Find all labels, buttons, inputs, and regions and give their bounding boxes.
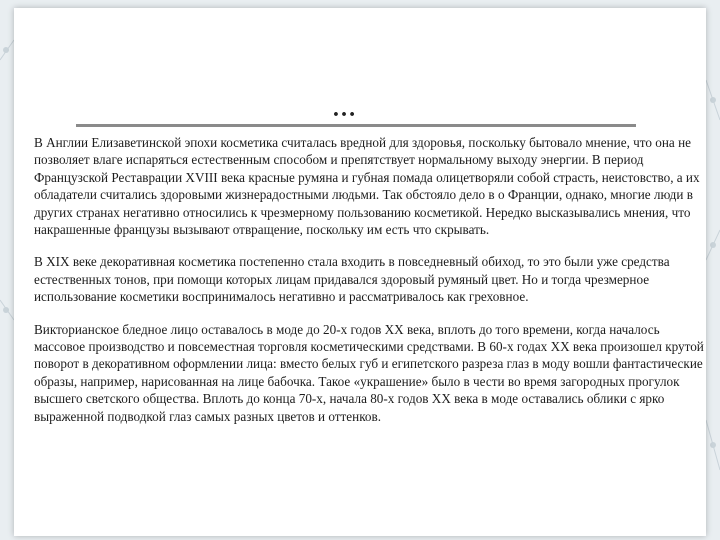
paragraph-3: Викторианское бледное лицо оставалось в моде до 20-х годов XX века, вплоть до того времени, когда началось массовое производство и повсеместная торговля косметическими средствами. В 60-х годах XX века произошел крутой поворот в декоративном оформлении лица: вместо белых губ и египетского разреза глаз в моду вошли фантастические образы, например, нарисованная на лице бабочка. Такое «украшение» было в чести во время загородных прогулок высшего светского общества. Вплоть до конца 70-х, начала 80-х годов XX века в моде оставались облики с ярко выраженной подводкой глаз самых разных цветов и оттенков.	[34, 321, 704, 424]
title-divider	[76, 124, 636, 127]
slide-title: …	[332, 96, 358, 122]
paragraph-1: В Англии Елизаветинской эпохи косметика считалась вредной для здоровья, поскольку бытовало мнение, что она не позволяет влаге испаряться естественным способом и препятствует нормальному выходу энергии. В период Французской Реставрации XVIII века красные румяна и губная помада олицетворяли собой страсть, неистовство, а их обладатели считались здоровыми жизнерадостными людьми. Так обстояло дело в о Франции, однако, многие люди в других странах негативно относились к чрезмерному пользованию косметикой. Нередко высказывались мнения, что накрашенные французы вызывают отвращение, поскольку им есть что скрывать.	[34, 135, 700, 238]
paragraph-2: В XIX веке декоративная косметика постепенно стала входить в повседневный обиход, то это были уже средства естественных тонов, при помощи которых лицам придавался здоровый румяный цвет. Но и тогда чрезмерное использование косметики воспринималось негативно и рассматривалось как греховное.	[34, 254, 670, 305]
slide-body	[34, 134, 704, 440]
